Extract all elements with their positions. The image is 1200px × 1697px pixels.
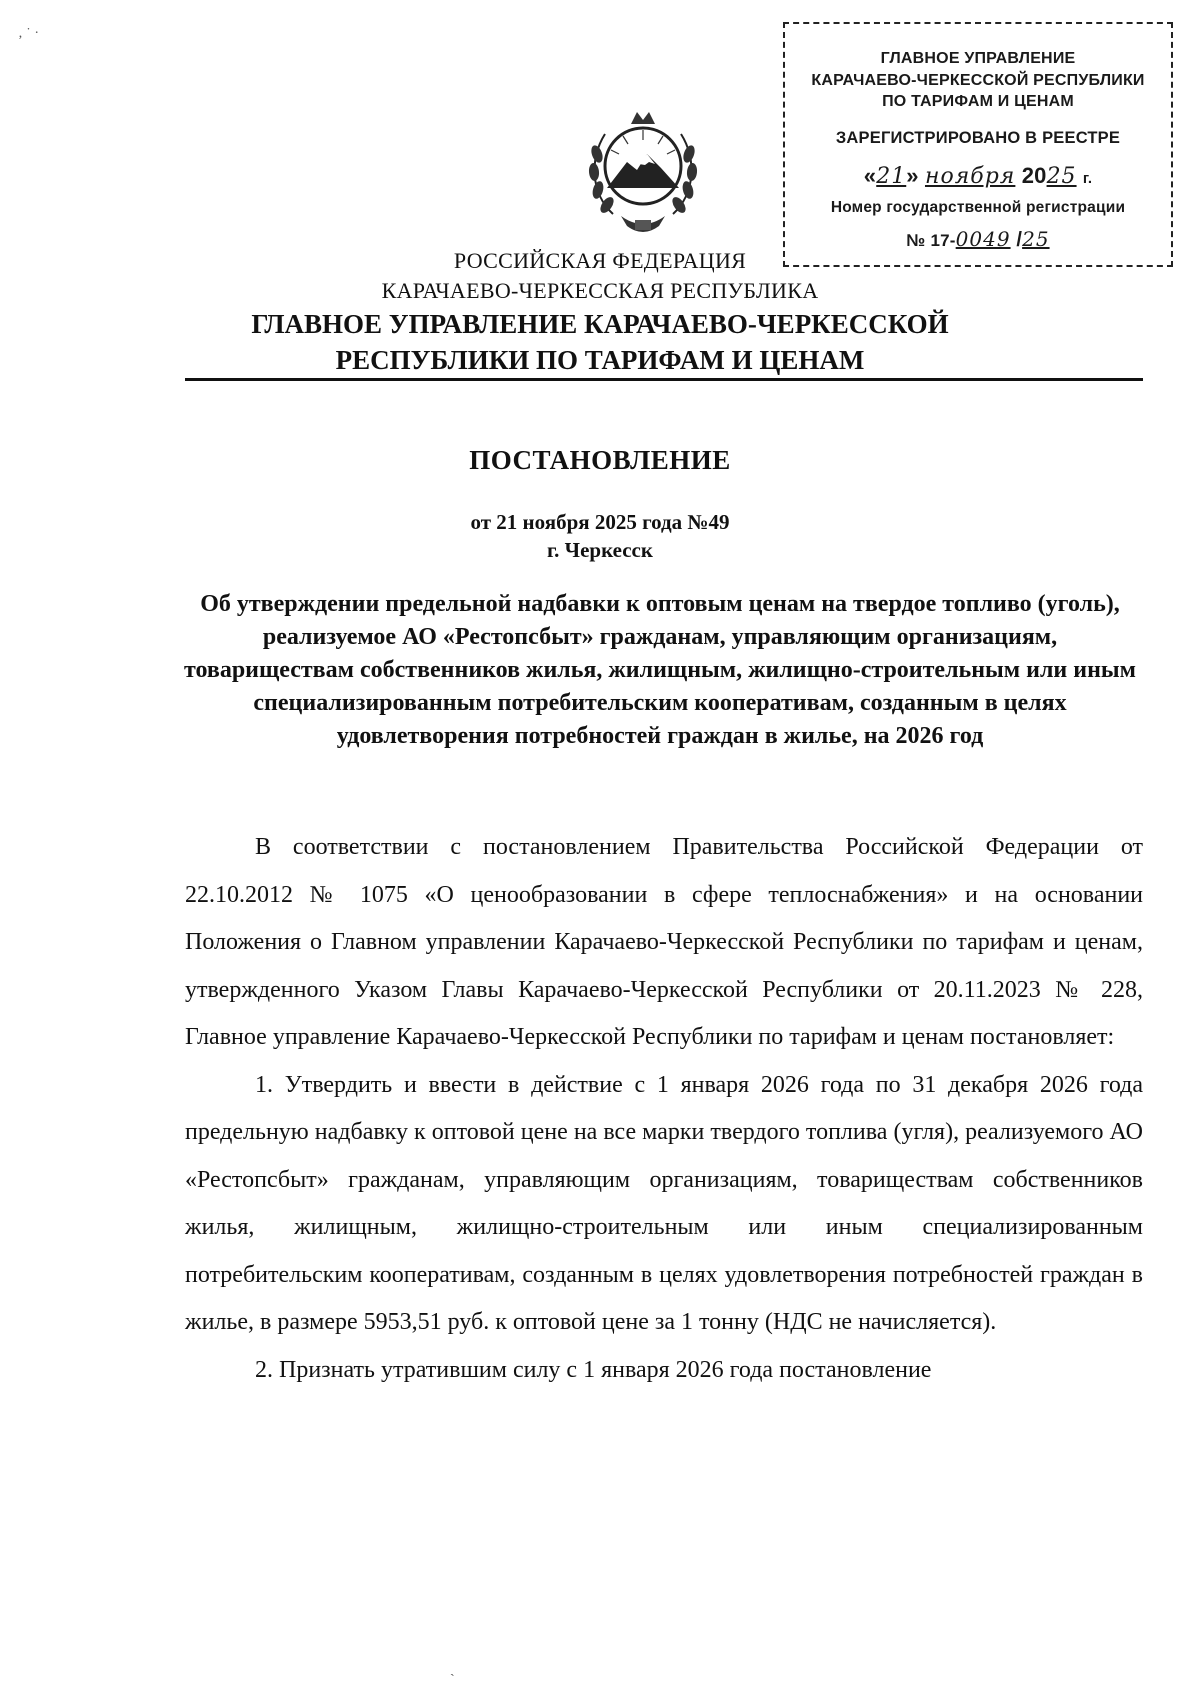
stamp-reg-number-label: Номер государственной регистрации bbox=[830, 199, 1126, 216]
stamp-reg-number-separator: / bbox=[1016, 229, 1023, 251]
header-agency-line-2: РЕСПУБЛИКИ ПО ТАРИФАМ И ЦЕНАМ bbox=[335, 345, 865, 375]
stamp-date-close-quote: » bbox=[906, 163, 919, 188]
item-2-paragraph: 2. Признать утратившим силу с 1 января 2026 года постановление bbox=[255, 1356, 932, 1383]
header-republic: КАРАЧАЕВО-ЧЕРКЕССКАЯ РЕСПУБЛИКА bbox=[381, 278, 819, 303]
document-dateline: от 21 ноября 2025 года №49 bbox=[470, 510, 730, 534]
header-country: РОССИЙСКАЯ ФЕДЕРАЦИЯ bbox=[453, 248, 747, 273]
stamp-date-year-suffix: 25 bbox=[1046, 164, 1077, 189]
document-body bbox=[185, 824, 1143, 1394]
stamp-registered-label: ЗАРЕГИСТРИРОВАНО В РЕЕСТРЕ bbox=[835, 129, 1121, 147]
stamp-date-day: 21 bbox=[876, 164, 907, 189]
item-1-paragraph: 1. Утвердить и ввести в действие с 1 января 2026 года по 31 декабря 2026 года предельную надбавку к оптовой цене на все марки твердого топлива (угля), реализуемого АО «Рестопсбыт» гражданам, управляющим организациям, товариществам собственников жилья, жилищным, жилищно-строительным или иным специализированным потребительским кооперативам, созданным в целях удовлетворения потребностей граждан в жилье, в размере 5953,51 руб. к оптовой цене за 1 тонну (НДС не начисляется). bbox=[185, 1071, 1143, 1335]
stamp-date-tail: г. bbox=[1082, 170, 1093, 187]
document-subject: Об утверждении предельной надбавки к оптовым ценам на твердое топливо (уголь), реализуемое АО «Рестопсбыт» гражданам, управляющим организациям, товариществам собственников жилья, жилищным, жилищно-строительным или иным специализированным потребительским кооперативам, созданным в целях удовлетворения потребностей граждан в жилье, на 2026 год bbox=[184, 591, 1136, 749]
header-divider bbox=[185, 378, 1143, 381]
stamp-line-agency-1: ГЛАВНОЕ УПРАВЛЕНИЕ bbox=[880, 50, 1076, 67]
stamp-reg-number-prefix: № 17- bbox=[906, 231, 956, 250]
stamp-date-month: ноября bbox=[924, 164, 1016, 189]
document-title: ПОСТАНОВЛЕНИЕ bbox=[469, 445, 731, 475]
registration-stamp bbox=[783, 22, 1173, 267]
stamp-reg-number-suffix: 25 bbox=[1022, 227, 1050, 251]
stamp-date-year-prefix: 20 bbox=[1021, 163, 1047, 188]
stamp-line-agency-2: КАРАЧАЕВО-ЧЕРКЕССКОЙ РЕСПУБЛИКИ bbox=[811, 72, 1145, 89]
document-city: г. Черкесск bbox=[547, 538, 653, 562]
emblem-icon bbox=[583, 104, 703, 244]
stamp-date-open-quote: « bbox=[863, 163, 877, 188]
stamp-reg-number-value: 0049 bbox=[955, 227, 1011, 251]
scan-artifact-bottom: ˏ bbox=[450, 1662, 455, 1677]
preamble-paragraph: В соответствии с постановлением Правительства Российской Федерации от 22.10.2012 № 1075 «О ценообразовании в сфере теплоснабжения» и на основании Положения о Главном управлении Карачаево-Черкесской Республики по тарифам и ценам, утвержденного Указом Главы Карачаево-Черкесской Республики от 20.11.2023 № 228, Главное управление Карачаево-Черкесской Республики по тарифам и ценам постановляет: bbox=[185, 834, 1143, 1050]
coat-of-arms-emblem bbox=[583, 104, 703, 244]
header-agency-line-1: ГЛАВНОЕ УПРАВЛЕНИЕ КАРАЧАЕВО-ЧЕРКЕССКОЙ bbox=[251, 309, 949, 339]
header-agency bbox=[0, 306, 1200, 378]
stamp-date bbox=[783, 163, 1173, 189]
stamp-line-agency-3: ПО ТАРИФАМ И ЦЕНАМ bbox=[882, 93, 1074, 110]
scan-artifact: ‚ ˙ · bbox=[18, 26, 39, 41]
